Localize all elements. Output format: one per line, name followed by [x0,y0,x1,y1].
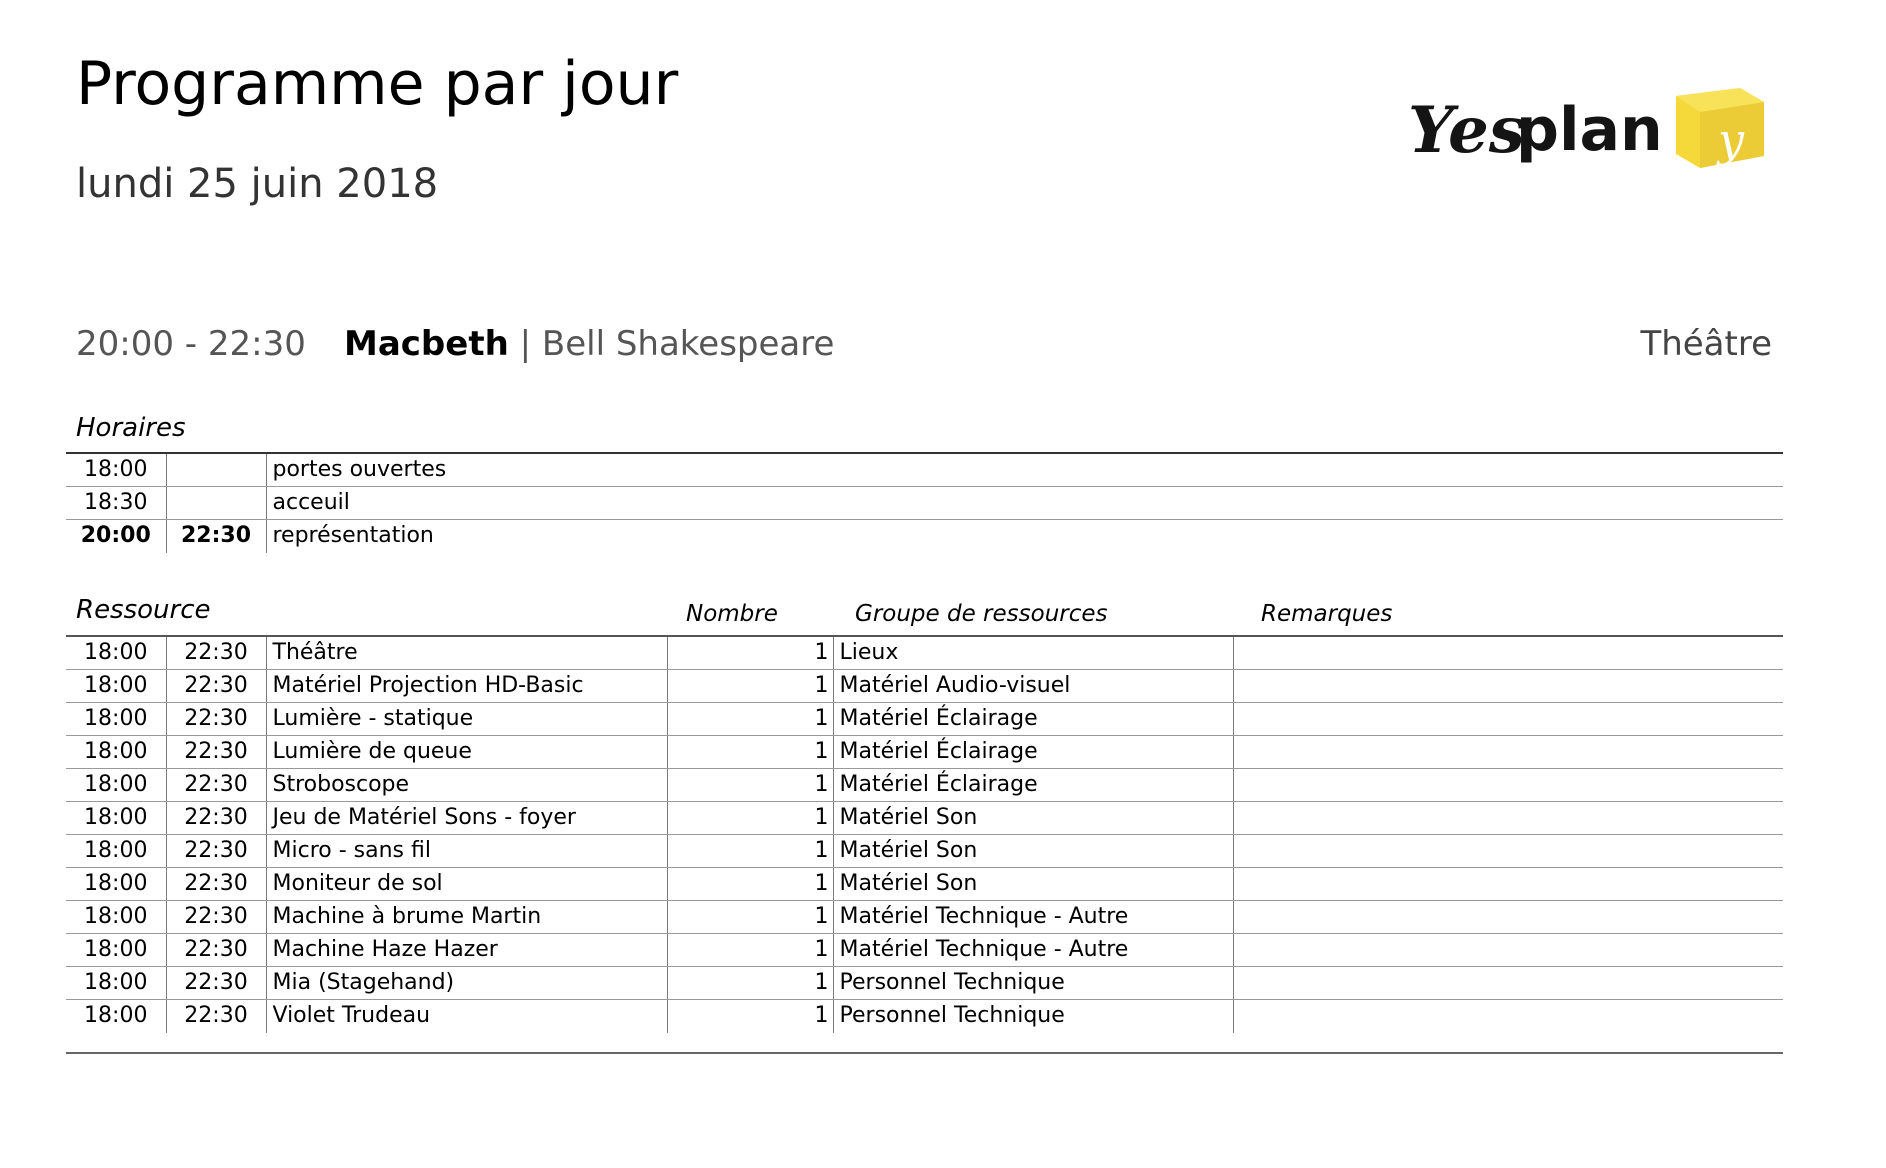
resource-remarks [1233,967,1783,1000]
resource-row [66,802,1783,835]
table-bottom-divider [66,1052,1783,1054]
horaire-start: 18:00 [66,453,166,487]
event-separator: | [519,324,532,364]
page-date: lundi 25 juin 2018 [76,161,439,207]
resource-remarks [1233,703,1783,736]
resource-count: 1 [667,703,833,736]
logo-plan-text: plan [1516,95,1663,165]
resource-count: 1 [667,1000,833,1033]
resource-name: Micro - sans fil [266,835,667,868]
resource-name: Théâtre [266,636,667,670]
resource-row [66,934,1783,967]
resource-name: Mia (Stagehand) [266,967,667,1000]
resource-count: 1 [667,934,833,967]
resource-end: 22:30 [166,670,266,703]
column-header-group: Groupe de ressources [855,601,1108,627]
resource-start: 18:00 [66,636,166,670]
resource-group: Matériel Éclairage [833,703,1233,736]
resource-start: 18:00 [66,901,166,934]
resource-row [66,868,1783,901]
resource-remarks [1233,636,1783,670]
resource-name: Violet Trudeau [266,1000,667,1033]
resource-end: 22:30 [166,967,266,1000]
resource-end: 22:30 [166,934,266,967]
resource-remarks [1233,835,1783,868]
horaire-row [66,487,1783,520]
resource-end: 22:30 [166,802,266,835]
resource-name: Lumière de queue [266,736,667,769]
resource-end: 22:30 [166,769,266,802]
column-header-resource: Ressource [76,595,211,625]
resource-start: 18:00 [66,802,166,835]
horaire-row [66,520,1783,553]
horaire-row [66,453,1783,487]
event-heading [76,322,834,366]
column-header-remarks: Remarques [1261,601,1393,627]
resource-count: 1 [667,868,833,901]
resource-start: 18:00 [84,1003,148,1029]
resource-name: Moniteur de sol [266,868,667,901]
resource-group: Matériel Audio-visuel [833,670,1233,703]
resource-remarks [1233,901,1783,934]
resource-count: 1 [667,636,833,670]
resource-count: 1 [667,901,833,934]
horaires-table [66,452,1783,553]
resource-remarks [1233,1000,1783,1033]
resource-group: Matériel Éclairage [833,736,1233,769]
resource-start: 18:00 [66,967,166,1000]
resource-start: 18:00 [66,868,166,901]
resource-name: Lumière - statique [266,703,667,736]
resource-group: Lieux [833,636,1233,670]
resource-row [66,636,1783,670]
resource-remarks [1233,670,1783,703]
resource-group: Personnel Technique [833,1000,1233,1033]
resource-start: 18:00 [66,934,166,967]
resource-start: 18:00 [66,835,166,868]
resource-remarks [1233,802,1783,835]
resource-row [66,670,1783,703]
logo-cube-icon [1676,88,1764,168]
horaire-start: 20:00 [80,523,151,549]
resource-name: Machine Haze Hazer [266,934,667,967]
resource-end: 22:30 [166,835,266,868]
horaire-end [166,453,266,487]
horaire-end [166,487,266,520]
resource-end: 22:30 [166,1000,266,1033]
event-time: 20:00 - 22:30 [76,324,306,364]
resource-end: 22:30 [166,868,266,901]
resource-group: Matériel Son [833,835,1233,868]
resource-count: 1 [667,967,833,1000]
resource-remarks [1233,934,1783,967]
resource-name: Jeu de Matériel Sons - foyer [266,802,667,835]
resource-remarks [1233,736,1783,769]
event-name: Macbeth [344,324,509,364]
resource-group: Matériel Technique - Autre [833,901,1233,934]
resource-remarks [1233,868,1783,901]
resource-remarks [1233,769,1783,802]
resource-group: Matériel Éclairage [833,769,1233,802]
resource-group: Matériel Technique - Autre [833,934,1233,967]
logo-badge-letter: y [1718,113,1744,167]
resource-row [66,703,1783,736]
resource-count: 1 [667,835,833,868]
resource-start: 18:00 [66,769,166,802]
resource-row [66,901,1783,934]
resource-count: 1 [667,736,833,769]
resource-end: 22:30 [166,736,266,769]
resource-count: 1 [667,802,833,835]
event-venue: Théâtre [1640,324,1772,364]
horaire-label: représentation [266,520,1783,553]
resource-start: 18:00 [66,670,166,703]
resource-group: Matériel Son [833,802,1233,835]
resource-end: 22:30 [166,901,266,934]
resource-row [66,967,1783,1000]
resource-name: Stroboscope [266,769,667,802]
resource-row [66,1000,1783,1033]
resource-group: Personnel Technique [833,967,1233,1000]
horaires-heading: Horaires [76,413,186,443]
column-header-count: Nombre [686,601,778,627]
resource-start: 18:00 [66,703,166,736]
resource-name: Machine à brume Martin [266,901,667,934]
yesplan-logo [1400,82,1770,184]
event-company: Bell Shakespeare [541,324,835,364]
resource-start: 18:00 [66,736,166,769]
horaire-label: portes ouvertes [266,453,1783,487]
resource-end: 22:30 [166,636,266,670]
page-title: Programme par jour [76,49,679,119]
horaire-start: 18:30 [66,487,166,520]
resource-row [66,769,1783,802]
resource-count: 1 [667,670,833,703]
resource-row [66,835,1783,868]
resources-table [66,635,1783,1033]
horaire-label: acceuil [266,487,1783,520]
resource-group: Matériel Son [833,868,1233,901]
horaire-end: 22:30 [166,520,266,553]
resource-row [66,736,1783,769]
resource-name: Matériel Projection HD-Basic [266,670,667,703]
resource-end: 22:30 [166,703,266,736]
resource-count: 1 [667,769,833,802]
logo-yes-text: Yes [1408,93,1525,168]
